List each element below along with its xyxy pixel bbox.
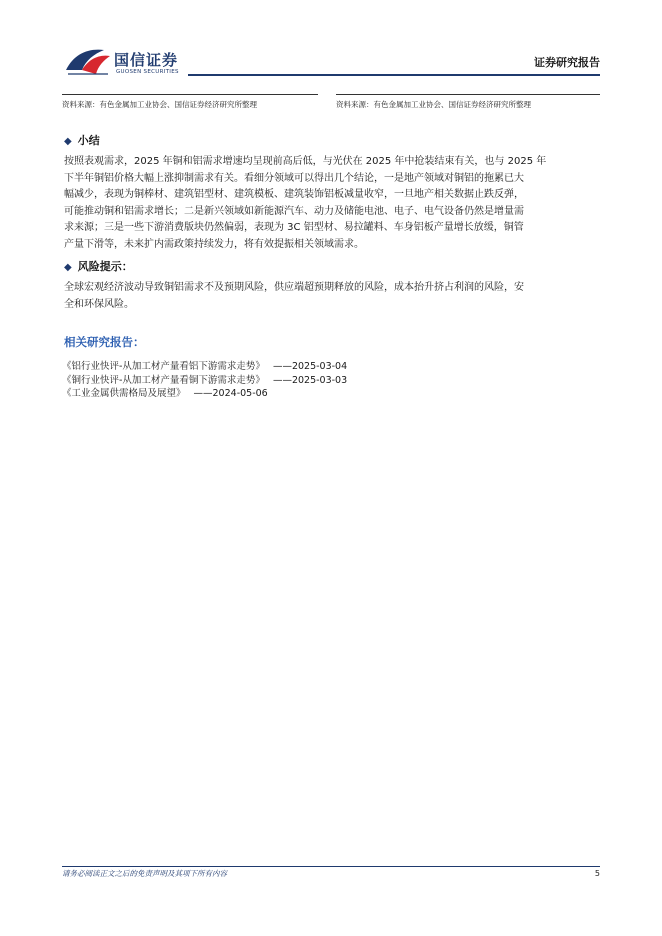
related-report-item[interactable] — [62, 360, 482, 374]
report-type-label: 证券研究报告 — [534, 56, 600, 69]
left-chart-source: 资料来源：有色金属加工业协会、国信证券经济研究所整理 — [62, 100, 257, 109]
risk-line: 全和环保风险。 — [64, 298, 134, 310]
risk-paragraph — [64, 280, 601, 313]
summary-line: 产量下滑等，未来扩内需政策持续发力，将有效提振相关领域需求。 — [64, 238, 364, 250]
risk-line: 全球宏观经济波动导致铜铝需求不及预期风险，供应端超预期释放的风险，成本抬升挤占利润的风险，安 — [64, 282, 524, 293]
logo-english-name: GUOSEN SECURITIES — [116, 69, 179, 75]
page-header — [62, 44, 600, 78]
related-reports-list — [62, 360, 482, 401]
risk-heading — [64, 258, 133, 274]
summary-line: 可能推动铜和铝需求增长；二是新兴领域如新能源汽车、动力及储能电池、电子、电气设备仍然是增量需 — [64, 205, 524, 217]
related-report-item[interactable] — [62, 374, 482, 388]
footer-divider — [62, 866, 600, 867]
related-report-date: ——2025-03-03 — [272, 374, 348, 386]
company-logo — [64, 46, 184, 78]
right-chart-rule — [336, 94, 600, 95]
related-reports-heading: 相关研究报告： — [64, 335, 145, 349]
right-chart-source: 资料来源：有色金属加工业协会、国信证券经济研究所整理 — [336, 100, 531, 109]
summary-heading-text: 小结 — [77, 134, 100, 147]
summary-heading — [64, 132, 100, 148]
related-report-title[interactable]: 《铜行业快评-从加工材产量看铜下游需求走势》 — [62, 374, 265, 386]
related-report-date: ——2025-03-04 — [272, 361, 348, 372]
diamond-bullet-icon: ◆ — [64, 136, 72, 147]
header-divider — [188, 74, 600, 76]
diamond-bullet-icon: ◆ — [64, 262, 72, 273]
left-chart-rule — [62, 94, 318, 95]
related-report-title[interactable]: 《工业金属供需格局及展望》 — [62, 388, 186, 400]
logo-mark-icon — [64, 46, 112, 78]
summary-line: 下半年铜铝价格大幅上涨抑制需求有关。看细分领域可以得出几个结论，一是地产领域对铜铝的拖累已大 — [64, 172, 524, 184]
summary-paragraph — [64, 154, 601, 254]
summary-line: 幅减少，表现为铜棒材、建筑铝型材、建筑模板、建筑装饰铝板减量收窄，一旦地产相关数据止跌反弹， — [64, 189, 524, 201]
footer-disclaimer: 请务必阅读正文之后的免责声明及其项下所有内容 — [62, 869, 227, 878]
risk-heading-text: 风险提示： — [77, 260, 133, 273]
page-number: 5 — [594, 869, 600, 878]
summary-line: 求来源；三是一些下游消费版块仍然偏弱，表现为 3C 铝型材、易拉罐料、车身铝板产量增长放缓，铜管 — [64, 222, 524, 234]
logo-chinese-name: 国信证券 — [114, 51, 179, 69]
related-report-title[interactable]: 《铝行业快评-从加工材产量看铝下游需求走势》 — [62, 361, 265, 372]
related-report-item[interactable] — [62, 387, 482, 401]
related-report-date: ——2024-05-06 — [193, 388, 268, 400]
summary-line: 按照表观需求，2025 年铜和铝需求增速均呈现前高后低，与光伏在 2025 年中抢装结束有关，也与 2025 年 — [64, 156, 547, 167]
